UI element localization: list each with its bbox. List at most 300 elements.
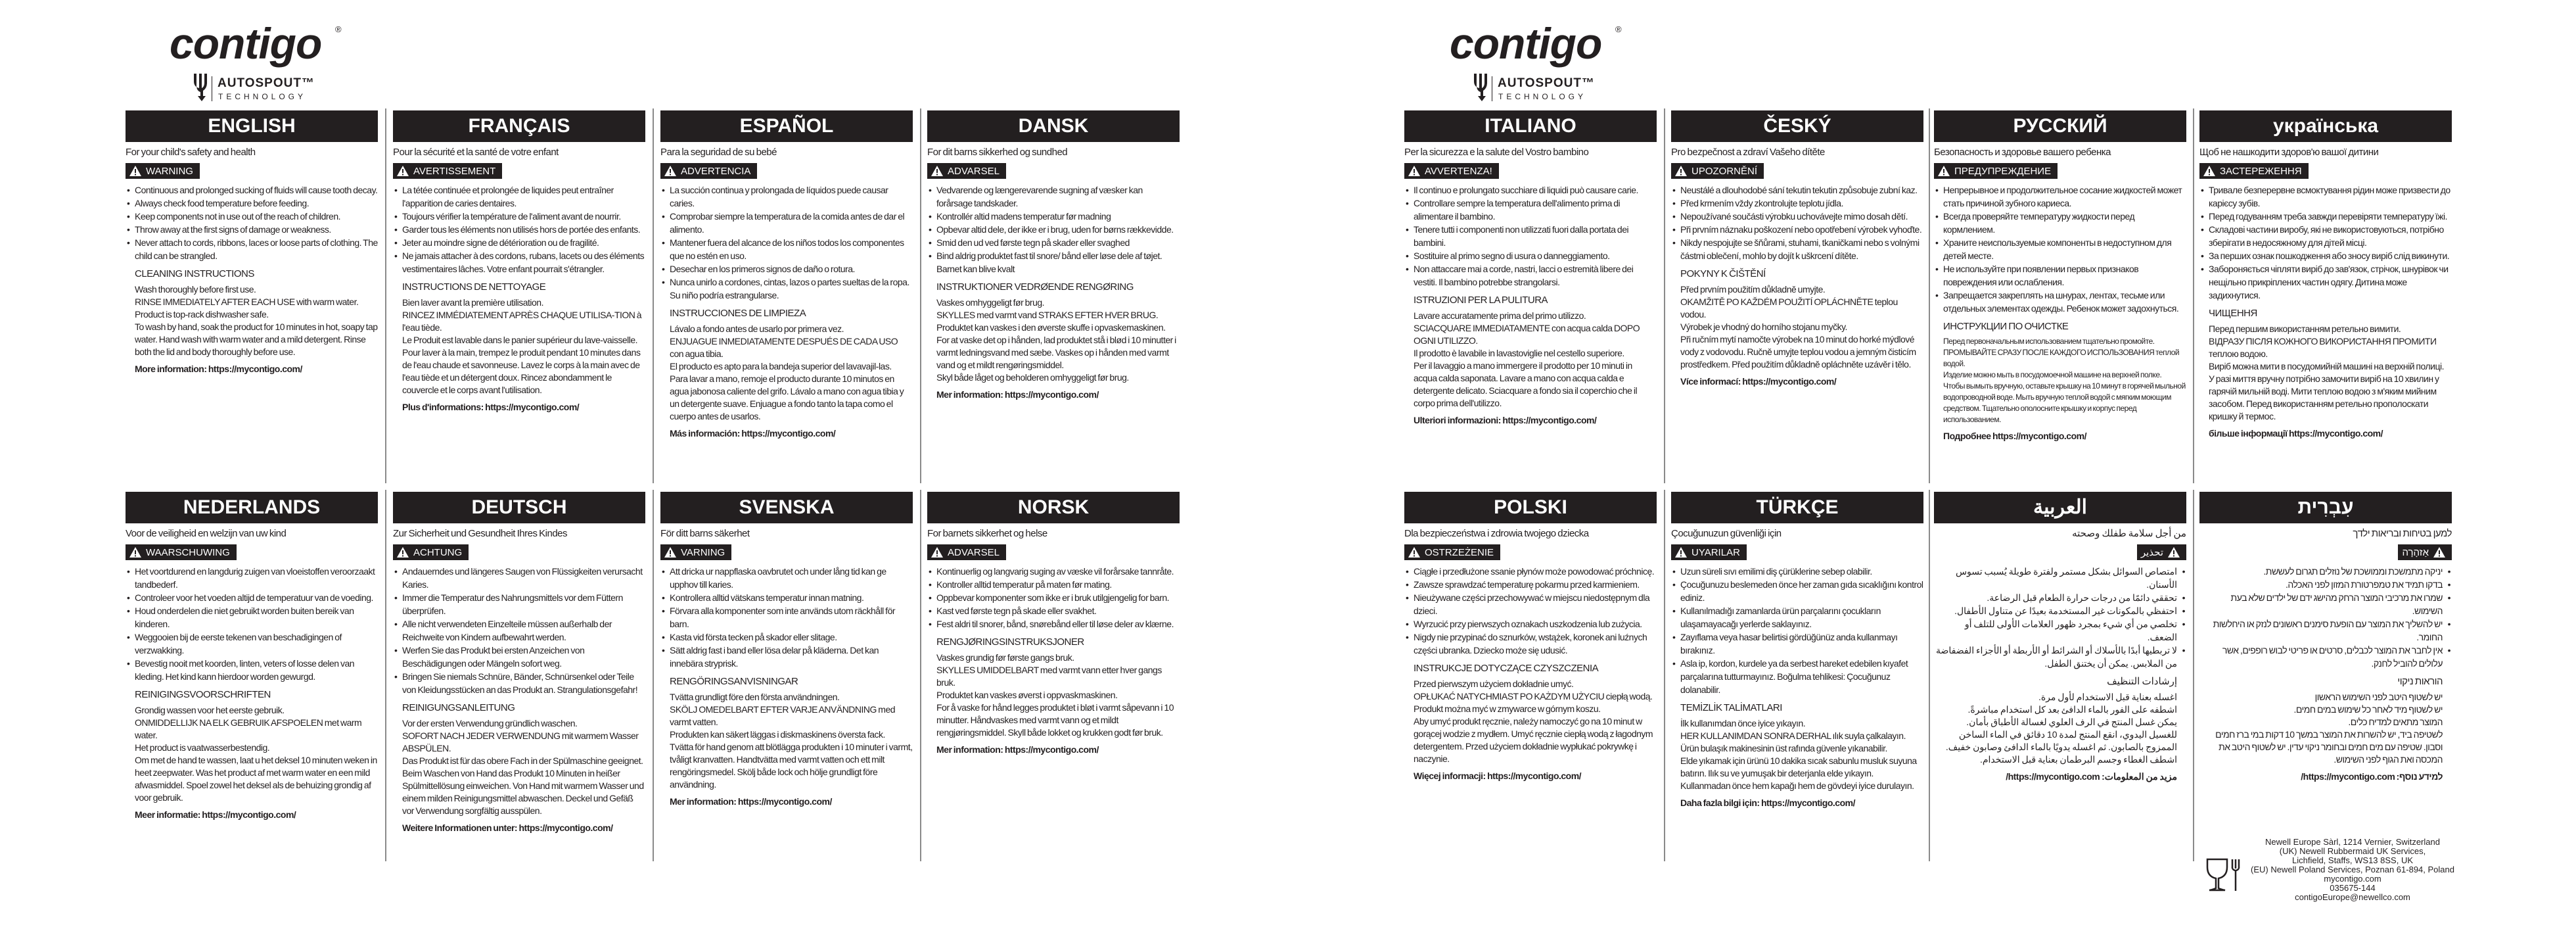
safety-subtitle: Zur Sicherheit und Gesundheit Ihres Kindes: [393, 528, 567, 539]
cleaning-line: Vaskes grundig før første gangs bruk.: [936, 652, 1074, 663]
cleaning-line: Изделие можно мыть в посудомоечной машине на верхней полке.: [1943, 370, 2162, 379]
warning-item: • Il continuo e prolungato succhiare di liquidi può causare carie.: [1404, 183, 1657, 197]
warning-item: • Continuous and prolonged sucking of fluids will cause tooth decay.: [126, 183, 378, 197]
warning-item: • Neustálé a dlouhodobé sání tekutin tekutin způsobuje zubní kaz.: [1671, 183, 1923, 197]
warning-item: • Nikdy nespojujte se šňůrami, stuhami, tkaničkami nebo s volnými částmi oblečení, mohlo by dojít k uškrcení dítěte.: [1671, 236, 1923, 262]
language-panel: [660, 110, 913, 440]
cleaning-instructions: [1404, 310, 1657, 410]
cleaning-instructions: [1934, 336, 2186, 425]
column-divider: [2193, 490, 2194, 861]
warning-list: [126, 183, 378, 262]
language-panel: [1934, 110, 2186, 442]
warning-item: • Werfen Sie das Produkt bei ersten Anzeichen von Beschädigungen oder Mängeln sofort weg.: [393, 644, 645, 670]
warning-item: • Oppbevar komponenter som ikke er i bruk utilgjengelig for barn.: [927, 591, 1180, 604]
cleaning-line: للغسيل اليدوي، انقع المنتج لمدة 10 دقائق في الماء الساخن الممزوج بالصابون. ثم اغسله يدويًا بالماء الدافئ وصابون خفيف. اشطف الغطاء وجسم البرطمان بعناية قبل الاستخدام.: [1945, 729, 2177, 765]
warning-label: ADVERTENCIA: [681, 165, 751, 177]
warning-item: • Nunca unirlo a cordones, cintas, lazos o partes sueltas de la ropa. Su niño podría estrangularse.: [660, 275, 913, 302]
safety-subtitle: For your child's safety and health: [126, 147, 256, 158]
website: mycontigo.com: [2324, 874, 2381, 884]
cleaning-line: Tvätta för hand genom att blötlägga produkten i 10 minuter i varmt, tvåligt kranvatten. Handtvätta med varmt vatten och ett milt rengöringsmedel. Skölj både lock och hölje grundligt före användning.: [670, 742, 913, 790]
language-title: РУССКИЙ: [1934, 110, 2186, 142]
warning-item: • אין לחבר את המוצר לכבלים, סרטים או פריטי לבוש רופפים, אשר עלולים להוביל לחנק.: [2199, 644, 2452, 670]
cleaning-line: Het product is vaatwasserbestendig.: [135, 742, 270, 753]
warning-item: • Opbevar altid dele, der ikke er i brug, uden for børns rækkevidde.: [927, 223, 1180, 236]
language-panel: [927, 110, 1180, 401]
safety-subtitle: Per la sicurezza e la salute del Vostro bambino: [1404, 147, 1589, 158]
cleaning-line: ВІДРАЗУ ПІСЛЯ КОЖНОГО ВИКОРИСТАННЯ ПРОМИТИ теплою водою.: [2209, 336, 2437, 359]
cleaning-line: Výrobek je vhodný do horního stojanu myčky.: [1680, 322, 1847, 332]
warning-item: • Непрерывное и продолжительное сосание жидкостей может стать причиной зубного кариеса.: [1934, 183, 2186, 210]
warning-item: • Houd onderdelen die niet gebruikt worden buiten bereik van kinderen.: [126, 604, 378, 631]
warning-item: • لا تربطيها أبدًا بالأسلاك أو الشرائط أو الأربطة أو الأجزاء الفضفاضة من الملابس. يمكن أن يختنق الطفل.: [1934, 644, 2186, 670]
warning-label: AVERTISSEMENT: [413, 165, 496, 177]
language-panel: [1671, 110, 1923, 388]
language-title: ENGLISH: [126, 110, 378, 142]
more-info-link: למידע נוסף: https://mycontigo.com/: [2301, 771, 2443, 782]
address-line: Lichfield, Staffs, WS13 8SS, UK: [2291, 855, 2413, 865]
warning-triangle-icon: [2203, 166, 2215, 176]
cleaning-line: SKYLLES UMIDDELBART med varmt vann etter hver gangs bruk.: [936, 665, 1162, 688]
warning-item: • احتفظي بالمكونات غير المستخدمة بعيدًا عن متناول الأطفال.: [1934, 604, 2186, 617]
column-divider: [1929, 108, 1930, 483]
warning-triangle-icon: [1938, 166, 1950, 176]
warning-item: • Всегда проверяйте температуру жидкости перед кормлением.: [1934, 210, 2186, 236]
safety-subtitle: Çocuğunuzun güvenliği için: [1671, 528, 1782, 539]
warning-item: • Desechar en los primeros signos de daño o rotura.: [660, 262, 913, 275]
cleaning-instructions: [1934, 691, 2186, 766]
warning-label: WARNING: [146, 165, 193, 177]
cleaning-instructions: [1671, 717, 1923, 792]
warning-list: [126, 565, 378, 683]
language-panel: [2199, 492, 2452, 783]
column-divider: [2193, 108, 2194, 483]
column-divider: [1664, 490, 1665, 861]
column-divider: [653, 108, 654, 483]
cleaning-title: RENGJØRINGSINSTRUKSJONER: [936, 636, 1084, 648]
cleaning-instructions: [126, 704, 378, 804]
column-divider: [385, 490, 386, 861]
cleaning-title: TEMİZLİK TALİMATLARI: [1680, 702, 1782, 713]
warning-item: • Ne jamais attacher à des cordons, rubans, lacets ou des éléments vestimentaires lâches. Votre enfant pourrait s'étrangler.: [393, 249, 645, 275]
cleaning-line: İlk kullanımdan önce iyice yıkayın.: [1680, 718, 1806, 728]
warning-triangle-icon: [397, 547, 409, 558]
language-panel: [393, 492, 645, 834]
warning-item: • Zayıflama veya hasar belirtisi gördüğünüz anda kullanmayı bırakınız.: [1671, 631, 1923, 657]
warning-triangle-icon: [129, 547, 141, 558]
language-title: SVENSKA: [660, 492, 913, 523]
safety-subtitle: Pro bezpečnost a zdraví Vašeho dítěte: [1671, 147, 1825, 158]
language-title: ČESKÝ: [1671, 110, 1923, 142]
warning-triangle-icon: [931, 547, 943, 558]
language-title: FRANÇAIS: [393, 110, 645, 142]
cleaning-title: ИНСТРУКЦИИ ПО ОЧИСТКЕ: [1943, 321, 2069, 332]
warning-list: [393, 183, 645, 275]
warning-item: • Nepoužívané součásti výrobku uchovávejte mimo dosah dětí.: [1671, 210, 1923, 223]
cleaning-line: ONMIDDELLIJK NA ELK GEBRUIK AFSPOELEN met warm water.: [135, 717, 362, 740]
autospout-label: AUTOSPOUT™: [1498, 76, 1595, 90]
warning-item: • Kontrollér altid madens temperatur før madning: [927, 210, 1180, 223]
warning-item: • Kontroller alltid temperatur på maten før mating.: [927, 578, 1180, 591]
warning-item: • Andauerndes und längeres Saugen von Flüssigkeiten verursacht Karies.: [393, 565, 645, 591]
manufacturer-address: [2247, 838, 2458, 902]
safety-subtitle: למען בטיחות ובריאות ילדך: [2353, 528, 2452, 539]
warning-item: • Kontrollera alltid vätskans temperatur innan matning.: [660, 591, 913, 604]
warning-item: • Asla ip, kordon, kurdele ya da serbest hareket edebilen kıyafet parçalarına tutturmayınız. Boğulma tehlikesi: Çocuğunuz dolanabilir.: [1671, 657, 1923, 696]
warning-list: [1404, 565, 1657, 657]
safety-subtitle: For dit barns sikkerhed og sundhed: [927, 147, 1068, 158]
cleaning-line: Lávalo a fondo antes de usarlo por primera vez.: [670, 323, 844, 334]
cleaning-instructions: [660, 691, 913, 791]
cleaning-instructions: [2199, 691, 2452, 766]
warning-item: • La tétée continuée et prolongée de liquides peut entraîner l'apparition de caries dentaires.: [393, 183, 645, 210]
safety-subtitle: من أجل سلامة طفلك وصحته: [2072, 528, 2186, 539]
warning-item: • Ciągłe i przedłużone ssanie płynów może powodować próchnicę.: [1404, 565, 1657, 578]
warning-item: • Vedvarende og længerevarende sugning af væsker kan forårsage tandskader.: [927, 183, 1180, 210]
warning-item: • Nieużywane części przechowywać w miejscu niedostępnym dla dzieci.: [1404, 591, 1657, 617]
language-panel: [1671, 492, 1923, 809]
product-code: 035675-144: [2330, 883, 2376, 893]
warning-item: • Tenere tutti i componenti non utilizzati fuori dalla portata dei bambini.: [1404, 223, 1657, 249]
warning-list: [1404, 183, 1657, 289]
cleaning-line: Beim Waschen von Hand das Produkt 10 Minuten in heißer Spülmittellösung einweichen. Von Hand mit warmem Wasser und einem milden Reinigungsmittel abwaschen. Deckel und Gefäß vor Verwendung sorgfältig ausspülen.: [402, 768, 644, 816]
registered-mark: ®: [1615, 24, 1622, 34]
warning-item: • Před krmením vždy zkontrolujte teplotu jídla.: [1671, 197, 1923, 210]
cleaning-line: Перед першим використанням ретельно вимити.: [2209, 323, 2401, 334]
language-panel: [660, 492, 913, 808]
warning-triangle-icon: [2433, 547, 2445, 558]
warning-item: • Wyrzucić przy pierwszych oznakach uszkodzenia lub zużycia.: [1404, 617, 1657, 631]
warning-item: • Fest aldri til snorer, bånd, snørebånd eller til løse deler av klærne.: [927, 617, 1180, 631]
warning-list: [2199, 565, 2452, 670]
cleaning-instructions: [126, 283, 378, 358]
more-info-link: Více informací: https://mycontigo.com/: [1680, 376, 1837, 387]
warning-item: • Çocuğunuzu beslemeden önce her zaman gıda sıcaklığını kontrol ediniz.: [1671, 578, 1923, 604]
warning-item: • Keep components not in use out of the reach of children.: [126, 210, 378, 223]
cleaning-line: اغسله بعناية قبل الاستخدام لأول مرة.: [2038, 692, 2177, 702]
cleaning-line: Виріб можна мити в посудомийній машині на верхній полиці.: [2209, 361, 2444, 371]
warning-item: • יש להשליך את המוצר עם הופעת סימנים ראשונים לנזק או היחלשות החומר.: [2199, 617, 2452, 644]
cleaning-title: INSTRUKTIONER VEDRØENDE RENGØRING: [936, 281, 1134, 293]
warning-item: • Складові частини виробу, які не використовуються, потрібно зберігати в недосяжному для дітей місці.: [2199, 223, 2452, 249]
safety-subtitle: Voor de veiligheid en welzijn van uw kind: [126, 528, 287, 539]
warning-item: • Zawsze sprawdzać temperaturę pokarmu przed karmieniem.: [1404, 578, 1657, 591]
cleaning-line: Produkt można myć w zmywarce w górnym koszu.: [1414, 703, 1601, 714]
warning-item: • Nigdy nie przypinać do sznurków, wstążek, koronek ani luźnych części ubranka. Dziecko może się udusić.: [1404, 631, 1657, 657]
cleaning-line: Při ručním mytí namočte výrobek na 10 minut do horké mýdlové vody z vodovodu. Ručně umyjte teplou vodou a jemným čisticím prostředkem. Před použitím důkladně opláchněte uzávěr i tělo.: [1680, 334, 1916, 369]
warning-item: • Het voortdurend en langdurig zuigen van vloeistoffen veroorzaakt tandbederf.: [126, 565, 378, 591]
warning-item: • تحققي دائمًا من درجات حرارة الطعام قبل الرضاعة.: [1934, 591, 2186, 604]
column-divider: [385, 108, 386, 483]
registered-mark: ®: [335, 24, 342, 34]
cleaning-line: To wash by hand, soak the product for 10 minutes in hot, soapy tap water. Hand wash with warm water and a mild detergent. Rinse both the lid and body thoroughly before use.: [135, 322, 378, 357]
warning-item: • Weggooien bij de eerste tekenen van beschadigingen of verzwakking.: [126, 631, 378, 657]
warning-item: • Kasta vid första tecken på skador eller slitage.: [660, 631, 913, 644]
cleaning-line: Před prvním použitím důkladně umyjte.: [1680, 284, 1826, 295]
cleaning-line: Das Produkt ist für das obere Fach in der Spülmaschine geeignet.: [402, 755, 643, 766]
warning-item: • יניקה מתמשכת וממושכת של נוזלים תגרום לעששת.: [2199, 565, 2452, 578]
cleaning-line: יש לשטוף היטב לפני השימוש הראשון: [2314, 692, 2443, 702]
warning-triangle-icon: [1408, 547, 1420, 558]
cleaning-line: SCIACQUARE IMMEDIATAMENTE con acqua calda DOPO OGNI UTILIZZO.: [1414, 323, 1640, 346]
cleaning-title: POKYNY K ČIŠTĚNÍ: [1680, 268, 1766, 279]
warning-label: אַזהָרָה: [2402, 546, 2429, 558]
warning-item: • Kullanılmadığı zamanlarda ürün parçalarını çocukların ulaşamayacağı yerlerde saklayınız.: [1671, 604, 1923, 631]
more-info-link: Mer information: https://mycontigo.com/: [936, 389, 1099, 400]
language-panel: [126, 110, 378, 375]
warning-triangle-icon: [129, 166, 141, 176]
warning-badge: [660, 163, 757, 179]
warning-item: • Never attach to cords, ribbons, laces or loose parts of clothing. The child can be strangled.: [126, 236, 378, 262]
cleaning-line: Pour laver à la main, trempez le produit pendant 10 minutes dans de l'eau chaude et savonneuse. Lavez le corps à la main avec de l'eau tiède et un détergent doux. Rincez abondamment le couvercle et le corps avant l'utilisation.: [402, 347, 641, 395]
warning-item: • Перед годуванням треба завжди перевіряти температуру їжі.: [2199, 210, 2452, 223]
warning-label: AVVERTENZA!: [1425, 165, 1492, 177]
warning-list: [393, 565, 645, 696]
safety-subtitle: Pour la sécurité et la santé de votre enfant: [393, 147, 559, 158]
warning-item: • За перших ознак пошкодження або зносу виріб слід викинути.: [2199, 249, 2452, 262]
warning-list: [1671, 565, 1923, 696]
cleaning-line: Vor der ersten Verwendung gründlich waschen.: [402, 718, 578, 728]
warning-item: • Alle nicht verwendeten Einzelteile müssen außerhalb der Reichweite von Kindern aufbewahrt werden.: [393, 617, 645, 644]
language-title: українська: [2199, 110, 2452, 142]
autospout-icon: [1471, 74, 1488, 101]
safety-subtitle: Безопасность и здоровье вашего ребенка: [1934, 147, 2111, 158]
cleaning-line: Aby umyć produkt ręcznie, należy namoczyć go na 10 minut w gorącej wodzie z mydłem. Umyć ręcznie ciepłą wodą z łagodnym detergentem. Przed użyciem dokładnie wypłukać pokrywkę i naczynie.: [1414, 716, 1653, 764]
cleaning-line: RINCEZ IMMÉDIATEMENT APRÈS CHAQUE UTILISA-TION à l'eau tiède.: [402, 310, 642, 333]
language-panel: [1404, 492, 1657, 782]
warning-item: • שמרו את מרכיבי המוצר הרחק מהישג ידם של ילדים שלא בעת השימוש.: [2199, 591, 2452, 617]
cleaning-instructions: [393, 297, 645, 396]
language-title: DEUTSCH: [393, 492, 645, 523]
more-info-link: Daha fazla bilgi için: https://mycontigo.com/: [1680, 798, 1855, 808]
warning-badge: [393, 163, 502, 179]
language-panel: [927, 492, 1180, 756]
warning-item: • Bevestig nooit met koorden, linten, veters of losse delen van kleding. Het kind kann hierdoor worden gewurgd.: [126, 657, 378, 683]
cleaning-line: RINSE IMMEDIATELY AFTER EACH USE with warm water.: [135, 297, 359, 307]
warning-badge: [660, 544, 731, 560]
cleaning-line: Przed pierwszym użyciem dokładnie umyć.: [1414, 679, 1574, 689]
warning-item: • Always check food temperature before feeding.: [126, 197, 378, 210]
cleaning-title: RENGÖRINGSANVISNINGAR: [670, 676, 798, 687]
warning-label: ПРЕДУПРЕЖДЕНИЕ: [1954, 165, 2052, 177]
contact-email: contigoEurope@newellco.com: [2295, 892, 2410, 902]
warning-item: • Controleer voor het voeden altijd de temperatuur van de voeding.: [126, 591, 378, 604]
cleaning-line: SOFORT NACH JEDER VERWENDUNG mit warmem Wasser ABSPÜLEN.: [402, 730, 639, 753]
cleaning-line: SKYLLES med varmt vand STRAKS EFTER HVER BRUG.: [936, 310, 1159, 320]
cleaning-line: Product is top-rack dishwasher safe.: [135, 309, 269, 320]
warning-badge: [393, 544, 469, 560]
warning-item: • Controllare sempre la temperatura dell'alimento prima di alimentare il bambino.: [1404, 197, 1657, 223]
contigo-logo-right: [1450, 18, 1647, 104]
cleaning-line: Elde yıkamak için ürünü 10 dakika sıcak sabunlu musluk suyuna batırın. Ilık su ve yumuşak bir deterjanla elde yıkayın. Kullanmadan önce hem kapağı hem de gövdeyi iyice durulayın.: [1680, 755, 1917, 791]
cleaning-line: У разі миття вручну потрібно замочити виріб на 10 хвилин у гарячій мильній воді. Мити теплою водою з м'яким мийним засобом. Перед використанням ретельно прополоскати кришку й термос.: [2209, 373, 2439, 421]
cleaning-title: ЧИЩЕННЯ: [2209, 308, 2257, 319]
warning-item: • Comprobar siempre la temperatura de la comida antes de dar el alimento.: [660, 210, 913, 236]
warning-item: • Förvara alla komponenter som inte används utom räckhåll för barn.: [660, 604, 913, 631]
language-panel: [2199, 110, 2452, 440]
cleaning-line: Il prodotto è lavabile in lavastoviglie nel cestello superiore.: [1414, 348, 1624, 358]
cleaning-line: Skyl både låget og beholderen omhyggeligt før brug.: [936, 372, 1129, 383]
brand-wordmark: contigo: [170, 19, 322, 68]
cleaning-line: המוצר מתאים למדיח כלים.: [2348, 717, 2443, 727]
warning-label: ADVARSEL: [948, 546, 1000, 558]
cleaning-instructions: [927, 652, 1180, 739]
language-title: ITALIANO: [1404, 110, 1657, 142]
warning-badge: [1404, 544, 1500, 560]
address-line: (EU) Newell Poland Services, Poznan 61-894, Poland: [2250, 865, 2454, 874]
safety-subtitle: Dla bezpieczeństwa i zdrowia twojego dziecka: [1404, 528, 1589, 539]
cleaning-line: HER KULLANIMDAN SONRA DERHAL ılık suyla çalkalayın.: [1680, 730, 1906, 741]
language-title: DANSK: [927, 110, 1180, 142]
cleaning-line: Para lavar a mano, remoje el producto durante 10 minutos en agua jabonosa caliente del grifo. Lávalo a mano con agua tibia y un detergente suave. Enjuague a fondo tanto la tapa como el cuerpo antes de usarlos.: [670, 373, 904, 421]
warning-badge: [2398, 544, 2452, 560]
language-title: POLSKI: [1404, 492, 1657, 523]
language-panel: [1404, 110, 1657, 427]
cleaning-line: ENJUAGUE INMEDIATAMENTE DESPUÉS DE CADA USO con agua tibia.: [670, 336, 898, 359]
cleaning-line: Om met de hand te wassen, laat u het deksel 10 minuten weken in heet zeepwater. Was het product af met warm water en een mild afwasmiddel. Spoel zowel het deksel als de behuizing grondig af voor gebruik.: [135, 755, 377, 803]
warning-list: [927, 183, 1180, 275]
warning-item: • Uzun süreli sıvı emilimi diş çürüklerine sebep olabilir.: [1671, 565, 1923, 578]
warning-item: • Kontinuerlig og langvarig suging av væske vil forårsake tannråte.: [927, 565, 1180, 578]
cleaning-line: Produktet kan vaskes øverst i oppvaskmaskinen.: [936, 690, 1118, 700]
warning-triangle-icon: [664, 166, 676, 176]
warning-item: • Jeter au moindre signe de détérioration ou de fragilité.: [393, 236, 645, 249]
cleaning-line: Bien laver avant la première utilisation.: [402, 297, 543, 308]
cleaning-instructions: [927, 297, 1180, 384]
warning-item: • Non attaccare mai a corde, nastri, lacci o estremità libere dei vestiti. Il bambino potrebbe strangolarsi.: [1404, 262, 1657, 289]
warning-item: • Při prvním náznaku poškození nebo opotřebení výrobek vyhoďte.: [1671, 223, 1923, 236]
warning-item: • Kast ved første tegn på skade eller svakhet.: [927, 604, 1180, 617]
warning-item: • Bringen Sie niemals Schnüre, Bänder, Schnürsenkel oder Teile von Kleidungsstücken an das Produkt an. Strangulationsgefahr!: [393, 670, 645, 696]
warning-label: VARNING: [681, 546, 725, 558]
cleaning-line: Lavare accuratamente prima del primo utilizzo.: [1414, 310, 1586, 321]
warning-triangle-icon: [1675, 166, 1687, 176]
column-divider: [920, 490, 921, 861]
cleaning-line: OPŁUKAĆ NATYCHMIAST PO KAŻDYM UŻYCIU ciepłą wodą.: [1414, 691, 1653, 702]
cleaning-title: INSTRUCCIONES DE LIMPIEZA: [670, 308, 806, 319]
warning-item: • בדקו תמיד את טמפרטורת המזון לפני האכלה.: [2199, 578, 2452, 591]
autospout-icon: [191, 74, 208, 101]
warning-item: • La succión continua y prolongada de líquidos puede causar caries.: [660, 183, 913, 210]
language-panel: [393, 110, 645, 414]
cleaning-line: Produkten kan säkert läggas i diskmaskinens översta fack.: [670, 729, 885, 740]
warning-item: • Храните неиспользуемые компоненты в недоступном для детей месте.: [1934, 236, 2186, 262]
cleaning-line: Перед первоначальным использованием тщательно промойте.: [1943, 337, 2155, 346]
warning-badge: [927, 163, 1006, 179]
cleaning-title: INSTRUCTIONS DE NETTOYAGE: [402, 281, 546, 293]
warning-item: • Mantener fuera del alcance de los niños todos los componentes que no estén en uso.: [660, 236, 913, 262]
warning-item: • Throw away at the first signs of damage or weakness.: [126, 223, 378, 236]
cleaning-line: El producto es apto para la bandeja superior del lavavajil-las.: [670, 361, 892, 371]
cleaning-title: ISTRUZIONI PER LA PULITURA: [1414, 295, 1548, 306]
warning-triangle-icon: [931, 166, 943, 176]
cleaning-line: Чтобы вымыть вручную, оставьте крышку на 10 минут в горячей мыльной водопроводной воде. Мыть вручную теплой водой с мягким моющим средством. Тщательно ополосните крышку и корпус перед использованием.: [1943, 381, 2186, 424]
safety-subtitle: For barnets sikkerhet og helse: [927, 528, 1047, 539]
warning-badge: [2137, 544, 2186, 560]
warning-label: تحذير: [2140, 547, 2163, 558]
warning-list: [1934, 183, 2186, 315]
warning-item: • Immer die Temperatur des Nahrungsmittels vor dem Füttern überprüfen.: [393, 591, 645, 617]
cleaning-line: For at vaske det op i hånden, lad produktet stå i blød i 10 minutter i varmt ledningsvand med sæbe. Vaskes op i hånden med varmt vand og et mildt rengøringsmiddel.: [936, 335, 1176, 370]
warning-label: ЗАСТЕРЕЖЕННЯ: [2220, 165, 2302, 177]
safety-subtitle: Para la seguridad de su bebé: [660, 147, 777, 158]
food-safe-glass-fork-icon: [2205, 858, 2242, 892]
cleaning-line: SKÖLJ OMEDELBART EFTER VARJE ANVÄNDNING med varmt vatten.: [670, 704, 896, 727]
more-info-link: Mer information: https://mycontigo.com/: [670, 796, 832, 807]
cleaning-line: Produktet kan vaskes i den øverste skuffe i opvaskemaskinen.: [936, 322, 1166, 333]
warning-label: WAARSCHUWING: [146, 546, 230, 558]
warning-badge: [1671, 163, 1764, 179]
warning-item: • Garder tous les éléments non utilisés hors de portée des enfants.: [393, 223, 645, 236]
warning-label: ACHTUNG: [413, 546, 463, 558]
language-panel: [126, 492, 378, 821]
warning-label: ADVARSEL: [948, 165, 1000, 177]
warning-item: • Toujours vérifier la température de l'aliment avant de nourrir.: [393, 210, 645, 223]
address-line: (UK) Newell Rubbermaid UK Services,: [2279, 846, 2426, 856]
cleaning-instructions: [393, 717, 645, 817]
contigo-logo-left: [170, 18, 367, 104]
warning-badge: [1671, 544, 1747, 560]
warning-triangle-icon: [2168, 547, 2180, 558]
more-info-link: Más información: https://mycontigo.com/: [670, 428, 836, 439]
warning-triangle-icon: [664, 547, 676, 558]
cleaning-title: REINIGINGSVOORSCHRIFTEN: [135, 689, 271, 700]
cleaning-line: Le Produit est lavable dans le panier supérieur du lave-vaisselle.: [402, 335, 638, 345]
column-divider: [1929, 490, 1930, 861]
warning-list: [660, 565, 913, 670]
warning-badge: [126, 544, 237, 560]
cleaning-instructions: [660, 323, 913, 423]
cleaning-line: Vaskes omhyggeligt før brug.: [936, 297, 1045, 308]
language-title: TÜRKÇE: [1671, 492, 1923, 523]
more-info-link: Подробнее https://mycontigo.com/: [1943, 431, 2086, 441]
warning-badge: [2199, 163, 2309, 179]
warning-badge: [1404, 163, 1499, 179]
warning-item: • Запрещается закреплять на шнурах, лентах, тесьме или отдельных элементах одежды. Ребенок может задохнуться.: [1934, 289, 2186, 315]
warning-list: [927, 565, 1180, 631]
brand-wordmark: contigo: [1450, 19, 1602, 68]
language-title: NORSK: [927, 492, 1180, 523]
cleaning-line: OKAMŽITĚ PO KAŽDÉM POUŽITÍ OPLÁCHNĚTE teplou vodou.: [1680, 297, 1898, 320]
warning-list: [2199, 183, 2452, 302]
warning-list: [1671, 183, 1923, 262]
cleaning-title: REINIGUNGSANLEITUNG: [402, 702, 515, 713]
cleaning-title: إرشادات التنظيف: [2107, 676, 2177, 687]
warning-label: OSTRZEŻENIE: [1425, 546, 1494, 558]
warning-list: [1934, 565, 2186, 670]
warning-item: • Smid den ud ved første tegn på skader eller svaghed: [927, 236, 1180, 249]
safety-subtitle: För ditt barns säkerhet: [660, 528, 750, 539]
cleaning-line: לשטיפה ביד, יש להשרות את המוצר במשך 10 דקות במי ברז חמים וסבון. שטיפה עם מים חמים ובחומר ניקוי עדין. יש לשטוף היטב את המכסה ואת הגוף לפני השימוש.: [2215, 729, 2443, 765]
more-info-link: Plus d'informations: https://mycontigo.com/: [402, 402, 580, 412]
warning-triangle-icon: [397, 166, 409, 176]
warning-item: • Bind aldrig produktet fast til snore/ bånd eller løse dele af tøjet. Barnet kan blive kvalt: [927, 249, 1180, 275]
cleaning-line: Per il lavaggio a mano immergere il prodotto per 10 minuti in acqua calda saponata. Lavare a mano con acqua calda e detergente delicato. Sciacquare a fondo sia il coperchio che il corpo prima dell'utilizzo.: [1414, 360, 1638, 408]
warning-item: • Забороняється чіпляти виріб до зав'язок, стрічок, шнурівок чи нещільно прикріплених частин одягу. Дитина може задихнутися.: [2199, 262, 2452, 302]
more-info-link: Mer information: https://mycontigo.com/: [936, 744, 1099, 755]
warning-label: UPOZORNĚNÍ: [1691, 165, 1758, 177]
language-title: NEDERLANDS: [126, 492, 378, 523]
more-info-link: Meer informatie: https://mycontigo.com/: [135, 809, 296, 820]
warning-item: • امتصاص السوائل بشكل مستمر ولفترة طويلة يُسبب تسوس الأسنان.: [1934, 565, 2186, 591]
warning-badge: [927, 544, 1006, 560]
cleaning-title: INSTRUKCJE DOTYCZĄCE CZYSZCZENIA: [1414, 663, 1599, 674]
warning-triangle-icon: [1408, 166, 1420, 176]
column-divider: [920, 108, 921, 483]
language-panel: [1934, 492, 2186, 783]
warning-item: • تخلصي من أي شيء بمجرد ظهور العلامات الأولى للتلف أو الضعف.: [1934, 617, 2186, 644]
language-title: العربية: [1934, 492, 2186, 523]
more-info-link: مزيد من المعلومات: https://mycontigo.com/: [2006, 771, 2177, 782]
